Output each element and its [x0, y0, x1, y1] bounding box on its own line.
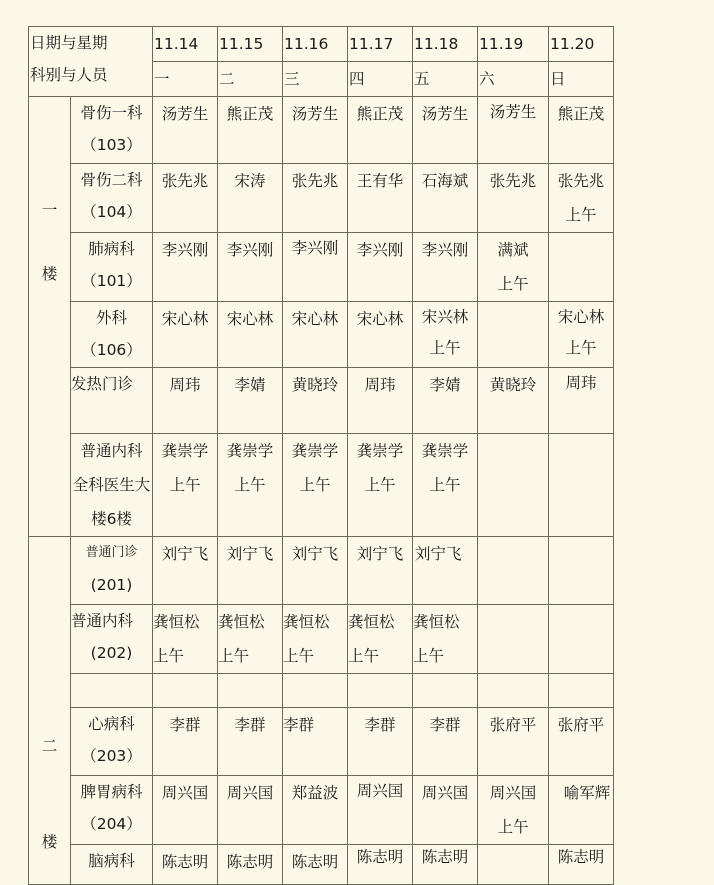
- schedule-cell: [413, 605, 478, 674]
- doctor-name: 张府平: [557, 716, 605, 734]
- doctor-name: 宋心林: [291, 310, 339, 328]
- dept-room: 全科医生大: [72, 476, 151, 494]
- dept-room: （103）: [81, 136, 142, 154]
- floor-2-cell: [29, 537, 71, 885]
- dept-room: （203）: [81, 747, 142, 765]
- schedule-cell: [283, 368, 348, 434]
- schedule-cell: [549, 674, 614, 708]
- doctor-name: 龚恒松: [413, 613, 460, 631]
- doctor-name: 周兴国: [489, 784, 537, 802]
- dept-cell: [71, 164, 153, 233]
- shift-note: 上午: [234, 476, 266, 494]
- schedule-cell: [153, 368, 218, 434]
- floor-label-char: 楼: [41, 833, 58, 851]
- schedule-cell: [549, 233, 614, 302]
- table-row: [29, 776, 614, 845]
- schedule-cell: [549, 708, 614, 776]
- dept-cell: [71, 605, 153, 674]
- doctor-name: 黄晓玲: [291, 376, 339, 394]
- dept-cell: [71, 776, 153, 845]
- dept-name: 脑病科: [88, 852, 135, 870]
- floor-label-char: 楼: [41, 265, 58, 283]
- date-cell: [153, 27, 218, 62]
- schedule-cell: [348, 845, 413, 885]
- schedule-cell: [153, 164, 218, 233]
- schedule-cell: [153, 233, 218, 302]
- doctor-name: 周兴国: [161, 784, 209, 802]
- schedule-cell: [549, 164, 614, 233]
- doctor-name: 张先兆: [291, 172, 339, 190]
- schedule-cell: [153, 674, 218, 708]
- schedule-cell: [478, 605, 549, 674]
- date-cell: [283, 27, 348, 62]
- doctor-name: 石海斌: [421, 172, 469, 190]
- duty-schedule-table: [28, 26, 614, 885]
- date-cell: [413, 27, 478, 62]
- doctor-name: 刘宁飞: [161, 545, 209, 563]
- dept-room: （104）: [81, 203, 142, 221]
- table-row: [29, 537, 614, 605]
- schedule-cell: [153, 302, 218, 368]
- doctor-name: 李群: [364, 716, 396, 734]
- schedule-cell: [348, 708, 413, 776]
- doctor-name: 张先兆: [161, 172, 209, 190]
- schedule-cell: [218, 368, 283, 434]
- doctor-name: 郑益波: [291, 784, 339, 802]
- table-row: [29, 302, 614, 368]
- dept-cell: [71, 708, 153, 776]
- schedule-cell: [348, 605, 413, 674]
- doctor-name: 龚恒松: [153, 613, 200, 631]
- dept-name: 普通门诊: [85, 545, 138, 560]
- schedule-cell: [348, 368, 413, 434]
- dept-name: 脾胃病科: [80, 783, 143, 801]
- doctor-name: 龚恒松: [283, 613, 330, 631]
- table-row: [29, 605, 614, 674]
- date-cell: [348, 27, 413, 62]
- schedule-cell: [348, 537, 413, 605]
- schedule-cell: [153, 845, 218, 885]
- doctor-name: 张先兆: [489, 172, 537, 190]
- date-text: 11.17: [349, 35, 394, 53]
- schedule-cell: [348, 233, 413, 302]
- doctor-name: 熊正茂: [226, 105, 274, 123]
- schedule-cell: [153, 434, 218, 537]
- schedule-cell: [283, 233, 348, 302]
- dept-name: 普通内科: [80, 442, 143, 460]
- shift-note: 上午: [364, 476, 396, 494]
- schedule-cell: [283, 164, 348, 233]
- doctor-name: 周兴国: [356, 782, 404, 800]
- schedule-cell: [478, 97, 549, 164]
- schedule-cell: [549, 605, 614, 674]
- dept-name: 外科: [95, 309, 127, 327]
- weekday-cell: 五: [413, 62, 478, 97]
- schedule-cell: [218, 97, 283, 164]
- schedule-cell: [283, 605, 348, 674]
- table-row: [29, 233, 614, 302]
- doctor-name: 周玮: [169, 376, 201, 394]
- weekday-cell: 三: [283, 62, 348, 97]
- doctor-name: 李群: [429, 716, 461, 734]
- corner-header-cell: [29, 27, 153, 97]
- doctor-name: 李兴刚: [226, 241, 274, 259]
- shift-note: 上午: [299, 476, 331, 494]
- doctor-name: 李婧: [429, 376, 461, 394]
- doctor-name: 宋心林: [161, 310, 209, 328]
- shift-note: 上午: [429, 476, 461, 494]
- schedule-cell: [413, 845, 478, 885]
- date-cell: [478, 27, 549, 62]
- floor-label-char: 二: [41, 737, 58, 755]
- doctor-name: 陈志明: [161, 853, 209, 871]
- doctor-name: 龚恒松: [348, 613, 395, 631]
- doctor-name: 刘宁飞: [291, 545, 339, 563]
- dept-name: 骨伤二科: [80, 171, 143, 189]
- schedule-cell: [218, 164, 283, 233]
- schedule-cell: [549, 302, 614, 368]
- doctor-name: 龚崇学: [226, 442, 274, 460]
- schedule-cell: [478, 537, 549, 605]
- schedule-cell: [413, 302, 478, 368]
- doctor-name: 满斌: [497, 241, 529, 259]
- schedule-cell: [413, 233, 478, 302]
- schedule-cell: [283, 845, 348, 885]
- schedule-cell: [348, 302, 413, 368]
- doctor-name: 陈志明: [356, 848, 404, 866]
- dept-room: （204）: [81, 815, 142, 833]
- doctor-name: 熊正茂: [356, 105, 404, 123]
- dept-room: (201): [90, 576, 133, 594]
- weekday-cell: 四: [348, 62, 413, 97]
- doctor-name: 熊正茂: [557, 105, 605, 123]
- schedule-cell: [283, 434, 348, 537]
- doctor-name: 李婧: [234, 376, 266, 394]
- doctor-name: 宋兴林: [421, 308, 469, 326]
- schedule-cell: [283, 708, 348, 776]
- schedule-cell: [153, 708, 218, 776]
- dept-room: 楼6楼: [91, 510, 132, 528]
- schedule-cell: [413, 368, 478, 434]
- schedule-cell: [413, 164, 478, 233]
- date-text: 11.16: [284, 35, 329, 53]
- doctor-name: 龚崇学: [356, 442, 404, 460]
- shift-note: 上午: [283, 647, 315, 665]
- schedule-cell: [218, 605, 283, 674]
- doctor-name: 李兴刚: [161, 241, 209, 259]
- schedule-cell: [218, 674, 283, 708]
- table-row: [29, 434, 614, 537]
- doctor-name: 李兴刚: [291, 239, 339, 257]
- doctor-name: 刘宁飞: [415, 545, 462, 563]
- doctor-name: 宋心林: [226, 310, 274, 328]
- dept-cell: [71, 434, 153, 537]
- schedule-cell: [348, 97, 413, 164]
- doctor-name: 刘宁飞: [356, 545, 404, 563]
- schedule-cell: [218, 708, 283, 776]
- dept-cell: [71, 97, 153, 164]
- schedule-cell: [413, 97, 478, 164]
- dept-name: 肺病科: [88, 240, 135, 258]
- schedule-cell: [283, 97, 348, 164]
- doctor-name: 李群: [283, 716, 315, 734]
- schedule-cell: [413, 434, 478, 537]
- schedule-cell: [478, 233, 549, 302]
- schedule-cell: [218, 776, 283, 845]
- doctor-name: 周兴国: [421, 784, 469, 802]
- date-text: 11.14: [154, 35, 199, 53]
- schedule-cell: [153, 605, 218, 674]
- date-cell: [218, 27, 283, 62]
- table-row: [29, 845, 614, 885]
- corner-header-top: 日期与星期: [30, 34, 108, 52]
- doctor-name: 周玮: [565, 374, 597, 392]
- doctor-name: 张府平: [489, 716, 537, 734]
- schedule-cell: [413, 708, 478, 776]
- schedule-cell: [549, 845, 614, 885]
- doctor-name: 汤芳生: [421, 105, 469, 123]
- schedule-cell: [283, 302, 348, 368]
- doctor-name: 喻军辉: [563, 784, 611, 802]
- schedule-cell: [283, 674, 348, 708]
- header-row-dates: [29, 27, 614, 62]
- doctor-name: 李兴刚: [421, 241, 469, 259]
- dept-room: (202): [90, 644, 133, 662]
- date-cell: [549, 27, 614, 62]
- shift-note: 上午: [429, 339, 461, 357]
- dept-cell: [71, 537, 153, 605]
- schedule-cell: [549, 368, 614, 434]
- floor-label-char: 一: [41, 201, 58, 219]
- dept-room: （101）: [81, 272, 142, 290]
- dept-name: 发热门诊: [71, 375, 134, 393]
- weekday-cell: 二: [218, 62, 283, 97]
- schedule-cell: [478, 302, 549, 368]
- dept-cell: [71, 233, 153, 302]
- shift-note: 上午: [565, 206, 597, 224]
- schedule-cell: [348, 674, 413, 708]
- schedule-cell: [153, 537, 218, 605]
- doctor-name: 陈志明: [226, 853, 274, 871]
- shift-note: 上午: [153, 647, 185, 665]
- dept-name: 骨伤一科: [80, 104, 143, 122]
- schedule-cell: [218, 845, 283, 885]
- table-row: [29, 368, 614, 434]
- schedule-cell: [348, 776, 413, 845]
- schedule-cell: [413, 776, 478, 845]
- corner-header-bottom: 科别与人员: [30, 66, 108, 84]
- schedule-cell: [549, 97, 614, 164]
- doctor-name: 王有华: [356, 172, 404, 190]
- dept-name: 心病科: [88, 715, 135, 733]
- dept-room: （106）: [81, 341, 142, 359]
- shift-note: 上午: [497, 275, 529, 293]
- schedule-cell: [478, 708, 549, 776]
- schedule-cell: [283, 537, 348, 605]
- shift-note: 上午: [497, 818, 529, 836]
- doctor-name: 黄晓玲: [489, 376, 537, 394]
- floor-1-cell: [29, 97, 71, 537]
- doctor-name: 汤芳生: [291, 105, 339, 123]
- date-text: 11.15: [219, 35, 264, 53]
- schedule-cell: [549, 537, 614, 605]
- schedule-cell: [218, 434, 283, 537]
- table-row: [29, 674, 614, 708]
- schedule-cell: [218, 233, 283, 302]
- doctor-name: 龚崇学: [421, 442, 469, 460]
- schedule-cell: [549, 776, 614, 845]
- doctor-name: 陈志明: [291, 853, 339, 871]
- doctor-name: 张先兆: [557, 172, 605, 190]
- doctor-name: 周兴国: [226, 784, 274, 802]
- doctor-name: 宋心林: [356, 310, 404, 328]
- doctor-name: 龚崇学: [291, 442, 339, 460]
- table-row: [29, 708, 614, 776]
- doctor-name: 陈志明: [557, 848, 605, 866]
- table-row: [29, 164, 614, 233]
- schedule-cell: [413, 674, 478, 708]
- dept-name: 普通内科: [71, 612, 134, 630]
- weekday-cell: 日: [549, 62, 614, 97]
- doctor-name: 陈志明: [421, 848, 469, 866]
- schedule-cell: [218, 537, 283, 605]
- schedule-cell: [478, 368, 549, 434]
- schedule-cell: [348, 164, 413, 233]
- dept-cell: [71, 845, 153, 885]
- schedule-cell: [283, 776, 348, 845]
- doctor-name: 汤芳生: [489, 103, 537, 121]
- schedule-cell: [218, 302, 283, 368]
- weekday-cell: 六: [478, 62, 549, 97]
- doctor-name: 李兴刚: [356, 241, 404, 259]
- schedule-cell: [348, 434, 413, 537]
- doctor-name: 李群: [234, 716, 266, 734]
- weekday-cell: 一: [153, 62, 218, 97]
- schedule-cell: [478, 434, 549, 537]
- date-text: 11.19: [479, 35, 524, 53]
- dept-cell: [71, 368, 153, 434]
- shift-note: 上午: [565, 339, 597, 357]
- schedule-cell: [413, 537, 478, 605]
- schedule-cell: [478, 164, 549, 233]
- dept-cell: [71, 674, 153, 708]
- doctor-name: 龚恒松: [218, 613, 265, 631]
- schedule-cell: [478, 845, 549, 885]
- shift-note: 上午: [348, 647, 380, 665]
- doctor-name: 宋涛: [234, 172, 266, 190]
- doctor-name: 刘宁飞: [226, 545, 274, 563]
- doctor-name: 宋心林: [557, 308, 605, 326]
- schedule-cell: [549, 434, 614, 537]
- doctor-name: 周玮: [364, 376, 396, 394]
- date-text: 11.20: [550, 35, 595, 53]
- schedule-cell: [153, 97, 218, 164]
- date-text: 11.18: [414, 35, 459, 53]
- doctor-name: 李群: [169, 716, 201, 734]
- table-row: [29, 97, 614, 164]
- shift-note: 上午: [413, 647, 445, 665]
- doctor-name: 汤芳生: [161, 105, 209, 123]
- doctor-name: 龚崇学: [161, 442, 209, 460]
- shift-note: 上午: [218, 647, 250, 665]
- schedule-cell: [478, 674, 549, 708]
- schedule-cell: [478, 776, 549, 845]
- dept-cell: [71, 302, 153, 368]
- schedule-cell: [153, 776, 218, 845]
- shift-note: 上午: [169, 476, 201, 494]
